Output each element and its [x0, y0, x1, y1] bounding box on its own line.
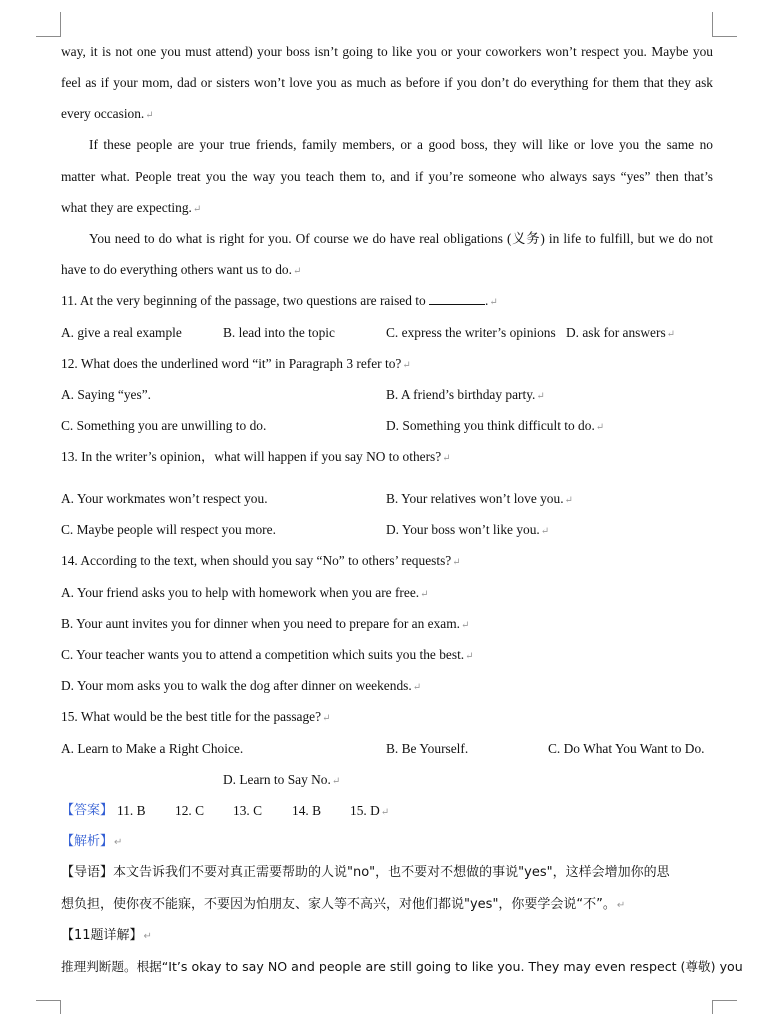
- paragraph-return-icon: ↵: [412, 682, 422, 693]
- question-14-option-a: A. Your friend asks you to help with homework when you are free.↵: [61, 585, 429, 600]
- passage-line: If these people are your true friends, family members, or a good boss, they will like or love you the same no: [89, 137, 713, 152]
- crop-mark-bottom-right: [712, 1000, 737, 1014]
- question-14-option-d: D. Your mom asks you to walk the dog after dinner on weekends.↵: [61, 678, 422, 693]
- paragraph-return-icon: ↵: [536, 391, 545, 402]
- answer-blank: [429, 292, 485, 305]
- option-a: A. Your workmates won’t respect you.: [61, 491, 268, 506]
- paragraph-return-icon: ↵: [331, 776, 341, 787]
- option-b: B. Be Yourself.: [386, 741, 469, 756]
- option-b: B. lead into the topic: [223, 325, 335, 340]
- option-b: B. Your relatives won’t love you.↵: [386, 491, 573, 506]
- passage-line: matter what. People treat you the way you teach them to, and if you’re someone who always says “yes” then that’s: [61, 169, 713, 184]
- paragraph-return-icon: ↵: [380, 807, 390, 818]
- paragraph-return-icon: ↵: [461, 620, 470, 631]
- question-12-stem: 12. What does the underlined word “it” in Paragraph 3 refer to?↵: [61, 356, 411, 371]
- paragraph-return-icon: ↵: [322, 713, 331, 724]
- passage-line: feel as if your mom, dad or sisters won’t love you as much as before if you don’t do everything for them that they ask: [61, 75, 713, 90]
- answer-13: 13. C: [233, 803, 263, 818]
- question-11-stem: 11. At the very beginning of the passage, two questions are raised to .↵: [61, 293, 498, 308]
- option-d: D. Learn to Say No.↵: [223, 772, 341, 787]
- passage-line: every occasion.↵: [61, 106, 154, 121]
- detail-label: 【11题详解】↵: [61, 928, 152, 943]
- question-14-stem: 14. According to the text, when should you say “No” to others’ requests?↵: [61, 553, 461, 568]
- option-d: D. ask for answers↵: [566, 325, 676, 340]
- paragraph-return-icon: ↵: [292, 266, 302, 277]
- option-d: D. Your boss won’t like you.↵: [386, 522, 550, 537]
- crop-mark-bottom-left: [36, 1000, 61, 1014]
- paragraph-return-icon: ↵: [114, 837, 123, 848]
- paragraph-return-icon: ↵: [666, 329, 676, 340]
- option-c: C. Something you are unwilling to do.: [61, 418, 267, 433]
- option-a: A. give a real example: [61, 325, 182, 340]
- paragraph-return-icon: ↵: [465, 651, 474, 662]
- guide-line: 想负担，使你夜不能寐，不要因为怕朋友、家人等不高兴，对他们都说"yes"，你要学会说“不”。↵: [61, 897, 626, 912]
- answer-11: 11. B: [117, 803, 146, 818]
- option-c: C. Do What You Want to Do.: [548, 741, 705, 756]
- answer-15: 15. D↵: [350, 803, 390, 818]
- paragraph-return-icon: ↵: [595, 422, 605, 433]
- paragraph-return-icon: ↵: [616, 900, 626, 911]
- option-b: B. A friend’s birthday party.↵: [386, 387, 545, 402]
- answer-12: 12. C: [175, 803, 205, 818]
- paragraph-return-icon: ↵: [489, 297, 498, 308]
- question-15-stem: 15. What would be the best title for the passage?↵: [61, 709, 331, 724]
- passage-line: have to do everything others want us to do.↵: [61, 262, 302, 277]
- crop-mark-top-left: [36, 12, 61, 37]
- option-a: A. Saying “yes”.: [61, 387, 151, 402]
- answer-14: 14. B: [292, 803, 322, 818]
- paragraph-return-icon: ↵: [145, 110, 154, 121]
- analysis-label: 【解析】↵: [61, 834, 123, 849]
- detail-line: 推理判断题。根据“It’s okay to say NO and people are still going to like you. They may even respect (尊敬) you: [61, 959, 743, 974]
- passage-line: what they are expecting.↵: [61, 200, 202, 215]
- answer-label: 【答案】: [61, 803, 114, 818]
- paragraph-return-icon: ↵: [452, 557, 461, 568]
- passage-line: You need to do what is right for you. Of course we do have real obligations (义务) in life to fulfill, but we do not: [89, 231, 713, 246]
- crop-mark-top-right: [712, 12, 737, 37]
- paragraph-return-icon: ↵: [192, 204, 202, 215]
- option-c: C. Maybe people will respect you more.: [61, 522, 276, 537]
- passage-line: way, it is not one you must attend) your boss isn’t going to like you or your coworkers won’t respect you. Maybe you: [61, 44, 713, 59]
- paragraph-return-icon: ↵: [143, 931, 152, 942]
- paragraph-return-icon: ↵: [540, 526, 550, 537]
- option-d: D. Something you think difficult to do.↵: [386, 418, 605, 433]
- question-14-option-b: B. Your aunt invites you for dinner when you need to prepare for an exam.↵: [61, 616, 470, 631]
- paragraph-return-icon: ↵: [420, 589, 429, 600]
- paragraph-return-icon: ↵: [442, 453, 451, 464]
- guide-line: 【导语】本文告诉我们不要对真正需要帮助的人说"no"，也不要对不想做的事说"yes"，这样会增加你的思: [61, 865, 670, 880]
- question-14-option-c: C. Your teacher wants you to attend a competition which suits you the best.↵: [61, 647, 474, 662]
- question-13-stem: 13. In the writer’s opinion，what will happen if you say NO to others?↵: [61, 449, 451, 464]
- paragraph-return-icon: ↵: [402, 360, 411, 371]
- option-a: A. Learn to Make a Right Choice.: [61, 741, 244, 756]
- option-c: C. express the writer’s opinions: [386, 325, 556, 340]
- paragraph-return-icon: ↵: [564, 495, 573, 506]
